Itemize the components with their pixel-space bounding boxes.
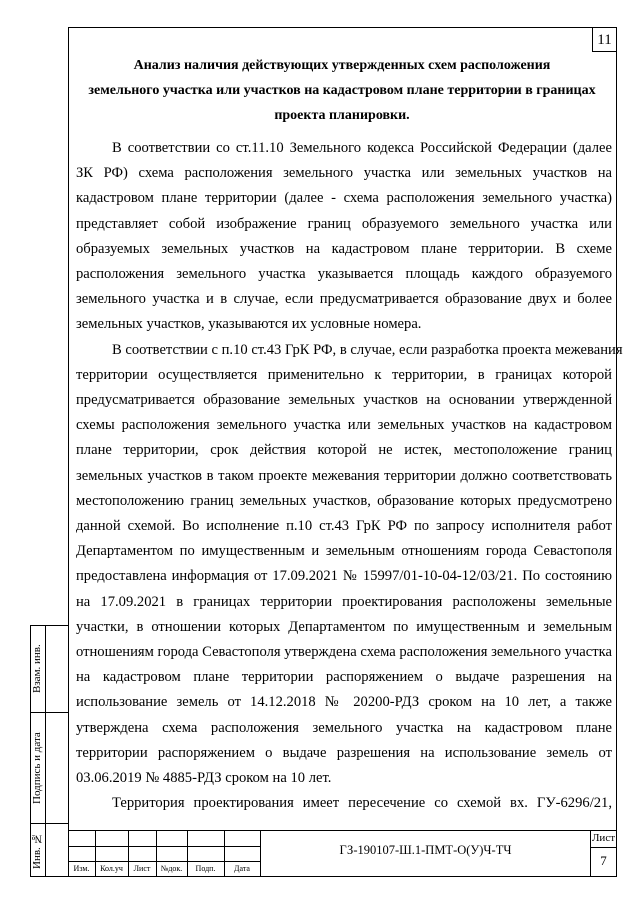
body-line: утверждена схема расположения земельного участка на кадастровом плане [76, 719, 612, 736]
body-line: Департаментом по имущественным и земельным отношениям города Севастополя [76, 543, 612, 560]
body-line: 03.06.2019 № 4885-РДЗ сроком на 10 лет. [76, 770, 332, 786]
body-line: территории распоряжением о выдаче разрешения на использование земель от [76, 744, 612, 761]
body-line: схемы расположения земельного участка или земельных участков на кадастровом [76, 417, 612, 434]
body-line: отношениям города Севастополя утверждена схема расположения земельного участка [76, 644, 612, 660]
header-kol-uch: Кол.уч [100, 864, 123, 873]
body-line: земельных участков в таком проекте межевания территории должно соответствовать [76, 467, 612, 484]
sheet-label: Лист [591, 832, 616, 844]
body-line: территории осуществляется применительно к территории, в границах которой [76, 366, 612, 383]
body-line: расположения земельного участка указывается площадь каждого образуемого [76, 266, 612, 282]
page-number: 11 [592, 28, 616, 52]
body-line: Территория проектирования имеет пересечение со схемой вх. ГУ-6296/21, [112, 795, 612, 812]
header-izm: Изм. [73, 864, 90, 873]
title-line-1: Анализ наличия действующих утвержденных схем расположения [133, 58, 551, 73]
vzam-inv-label: Взам. инв. [31, 644, 43, 694]
title-line-2: земельного участка или участков на кадастровом плане территории в границах [88, 83, 596, 98]
body-line: образуемых земельных участков на кадастровом плане территории. В схеме [76, 240, 612, 257]
body-line: земельных участков, указываются их условные номера. [76, 316, 422, 333]
body-line: кадастровом плане территории (далее - схема расположения земельного участка) [76, 190, 612, 207]
doc-code: ГЗ-190107-Ш.1-ПМТ-О(У)Ч-ТЧ [339, 843, 512, 857]
body-line: представляет собой изображение границ образуемого земельного участка или [76, 215, 612, 232]
body-line: участки, в отношении которых Департаментом по имущественным и земельным [76, 618, 612, 635]
body-line: местоположению границ земельных участков, образование которых предусмотрено [76, 492, 612, 509]
body-line: В соответствии со ст.11.10 Земельного кодекса Российской Федерации (далее [112, 140, 612, 156]
side-stamp [30, 625, 68, 877]
body-line: плане территории, срок действия которой не истек, местоположение границ [76, 442, 612, 459]
podpis-data-label: Подпись и дата [31, 732, 43, 804]
header-nom-dok: №док. [160, 864, 183, 873]
body-line: данной схемой. Во исполнение п.10 ст.43 ГрК РФ по запросу исполнителя работ [76, 518, 612, 534]
body-line: предусматривается образование земельных участков на основании утвержденной [76, 392, 612, 408]
title-line-3: проекта планировки. [274, 108, 410, 123]
body-line: на кадастровом плане территории распоряжением о выдаче разрешения на [76, 669, 612, 686]
body-line: предоставлена информация от 17.09.2021 № 15997/01-10-04-12/03/21. По состоянию [76, 568, 612, 585]
body-line: ЗК РФ) схема расположения земельного участка или земельных участков на [76, 165, 612, 182]
inv-nomer-label: Инв. № [31, 832, 43, 870]
header-podp: Подп. [195, 864, 216, 873]
body-line: земельного участка и в случае, если предусматривается образование двух и более [76, 291, 612, 308]
header-list: Лист [133, 864, 151, 873]
body-line: на 17.09.2021 в границах территории проектирования расположены земельные [76, 593, 612, 610]
body-line: В соответствии с п.10 ст.43 ГрК РФ, в случае, если разработка проекта межевания [112, 341, 623, 358]
header-data: Дата [234, 864, 250, 873]
sheet-number: 7 [600, 853, 607, 868]
body-line: использование земель от 14.12.2018 № 20200-РДЗ сроком на 10 лет, а также [76, 694, 612, 711]
